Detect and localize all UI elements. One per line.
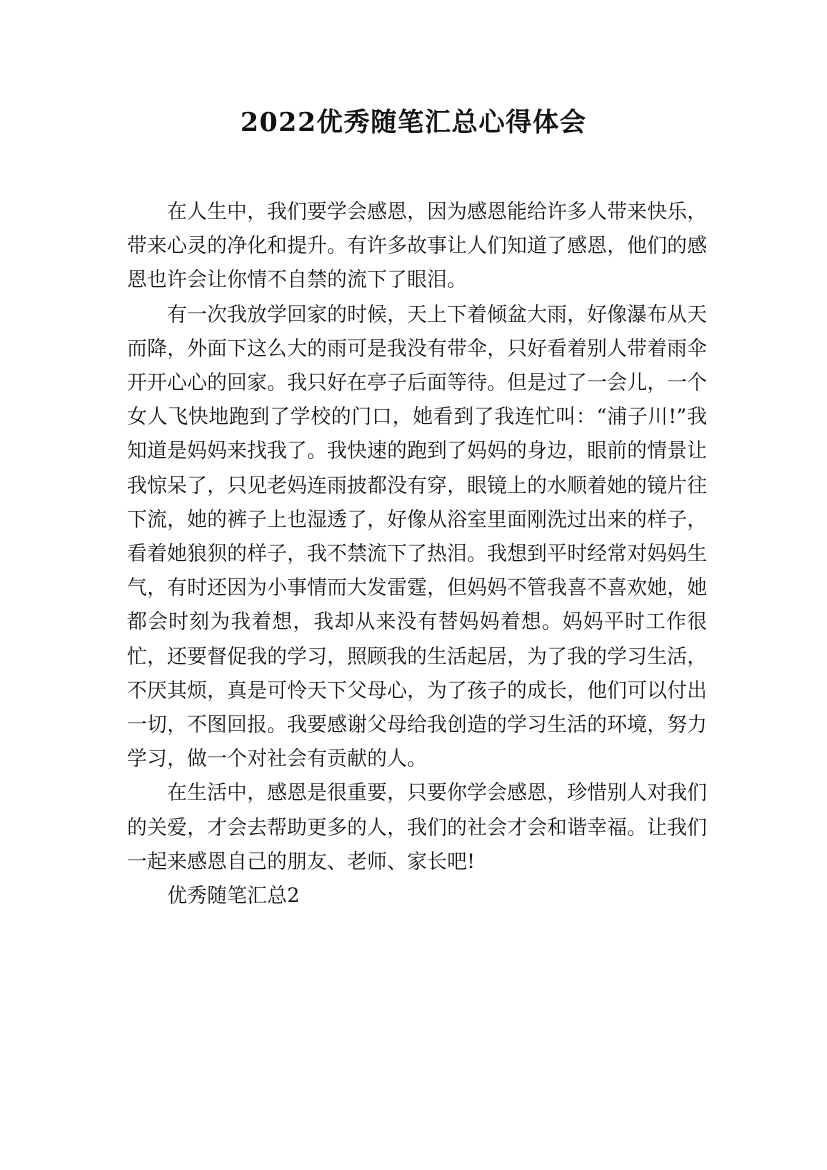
document-title: 2022优秀随笔汇总心得体会	[240, 108, 587, 138]
paragraph-2: 有一次我放学回家的时候，天上下着倾盆大雨，好像瀑布从天而降，外面下这么大的雨可是我没有带伞，只好看着别人带着雨伞开开心心的回家。我只好在亭子后面等待。但是过了一会儿，一个女人飞快地跑到了学校的门口，她看到了我连忙叫：“浦子川!”我知道是妈妈来找我了。我快速的跑到了妈妈的身边，眼前的情景让我惊呆了，只见老妈连雨披都没有穿，眼镜上的水顺着她的镜片往下流，她的裤子上也湿透了，好像从浴室里面刚洗过出来的样子，看着她狼狈的样子，我不禁流下了热泪。我想到平时经常对妈妈生气，有时还因为小事情而大发雷霆，但妈妈不管我喜不喜欢她，她都会时刻为我着想，我却从来没有替妈妈着想。妈妈平时工作很忙，还要督促我的学习，照顾我的生活起居，为了我的学习生活，不厌其烦，真是可怜天下父母心，为了孩子的成长，他们可以付出一切，不图回报。我要感谢父母给我创造的学习生活的环境，努力学习，做一个对社会有贡献的人。	[127, 301, 707, 771]
document-body	[127, 194, 707, 912]
paragraph-3: 在生活中，感恩是很重要，只要你学会感恩，珍惜别人对我们的关爱，才会去帮助更多的人，我们的社会才会和谐幸福。让我们一起来感恩自己的朋友、老师、家长吧!	[127, 780, 707, 873]
paragraph-1: 在人生中，我们要学会感恩，因为感恩能给许多人带来快乐，带来心灵的净化和提升。有许多故事让人们知道了感恩，他们的感恩也许会让你情不自禁的流下了眼泪。	[127, 199, 707, 292]
section-heading-2: 优秀随笔汇总2	[167, 883, 300, 908]
